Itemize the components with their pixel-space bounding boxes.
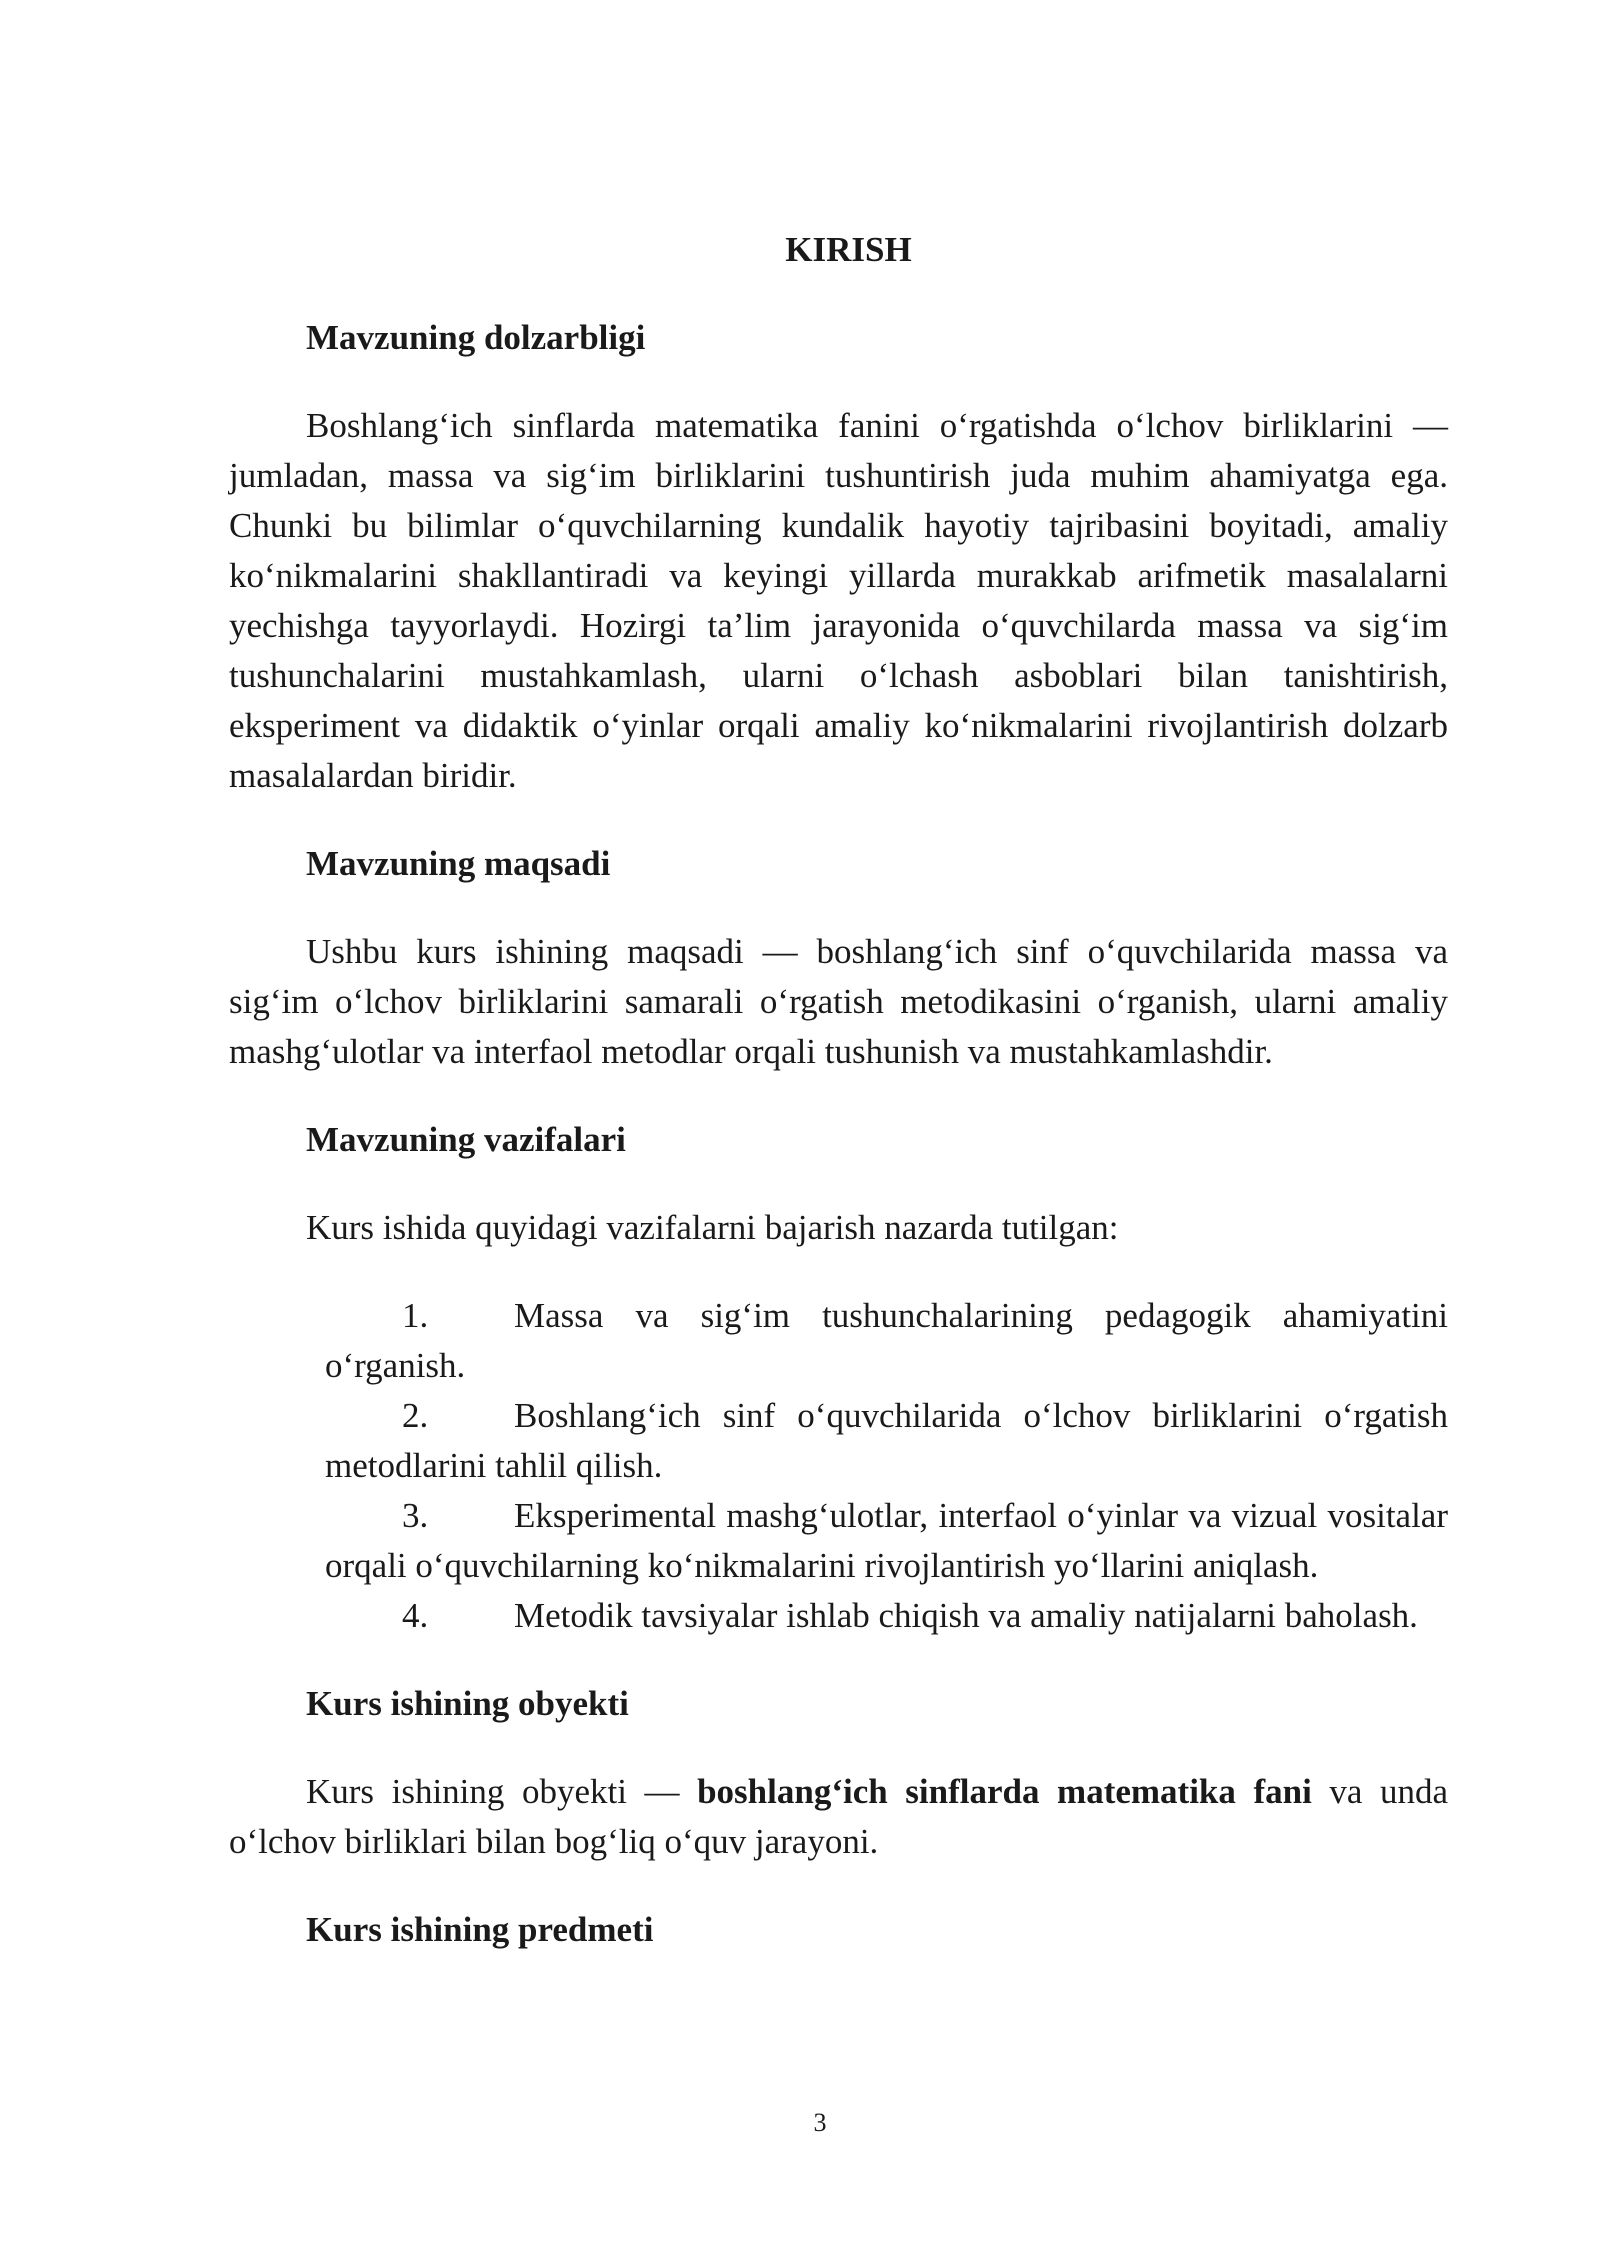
list-item — [325, 1291, 1448, 1391]
list-item-text: Boshlang‘ich sinf o‘quvchilarida o‘lchov birliklarini o‘rgatish metodlarini tahlil qilish. — [325, 1396, 1448, 1485]
list-item-number: 4. — [402, 1596, 429, 1635]
paragraph-maqsad: Ushbu kurs ishining maqsadi — boshlang‘ich sinf o‘quvchilarida massa va sig‘im o‘lchov birliklarini samarali o‘rgatish metodikasini o‘rganish, ularni amaliy mashg‘ulotlar va interfaol metodlar orqali tushunish va mustahkamlashdir. — [229, 932, 1448, 1071]
list-item-number: 2. — [402, 1396, 429, 1435]
tasks-list — [229, 1291, 1448, 1641]
heading-obyekt: Kurs ishining obyekti — [306, 1684, 629, 1723]
page-content — [229, 225, 1448, 1993]
page-title: KIRISH — [785, 230, 912, 269]
list-item-text: Metodik tavsiyalar ishlab chiqish va amaliy natijalarni baholash. — [514, 1596, 1418, 1635]
paragraph-dolzarblik: Boshlang‘ich sinflarda matematika fanini o‘rgatishda o‘lchov birliklarini — jumladan, massa va sig‘im birliklarini tushuntirish juda muhim ahamiyatga ega. Chunki bu bilimlar o‘quvchilarning kundalik hayotiy tajribasini boyitadi, amaliy ko‘nikmalarini shakllantiradi va keyingi yillarda murakkab arifmetik masalalarni yechishga tayyorlaydi. Hozirgi ta’lim jarayonida o‘quvchilarda massa va sig‘im tushunchalarini mustahkamlash, ularni o‘lchash asboblari bilan tanishtirish, eksperiment va didaktik o‘yinlar orqali amaliy ko‘nikmalarini rivojlantirish dolzarb masalalardan biridir. — [229, 406, 1448, 795]
list-item-number: 1. — [402, 1296, 429, 1335]
list-item-text: Eksperimental mashg‘ulotlar, interfaol o‘yinlar va vizual vositalar orqali o‘quvchilarning ko‘nikmalarini rivojlantirish yo‘llarini aniqlash. — [325, 1496, 1448, 1585]
list-item-text: Massa va sig‘im tushunchalarining pedagogik ahamiyatini o‘rganish. — [325, 1296, 1448, 1385]
paragraph-obyekt-prefix: Kurs ishining obyekti — — [306, 1772, 698, 1811]
heading-vazifalar: Mavzuning vazifalari — [306, 1120, 626, 1159]
heading-maqsad: Mavzuning maqsadi — [306, 844, 611, 883]
paragraph-obyekt-bold: boshlang‘ich sinflarda matematika fani — [697, 1772, 1312, 1811]
paragraph-vazifalar-intro: Kurs ishida quyidagi vazifalarni bajarish nazarda tutilgan: — [306, 1208, 1119, 1247]
list-item — [325, 1591, 1448, 1641]
list-item-number: 3. — [402, 1496, 429, 1535]
page-number: 3 — [813, 2108, 827, 2137]
list-item — [325, 1391, 1448, 1491]
heading-dolzarblik: Mavzuning dolzarbligi — [306, 318, 646, 357]
paragraph-obyekt — [229, 1767, 1448, 1867]
list-item — [325, 1491, 1448, 1591]
heading-predmet: Kurs ishining predmeti — [306, 1910, 654, 1949]
paragraph-obyekt-suffix: va unda o‘lchov birliklari bilan bog‘liq o‘quv jarayoni. — [229, 1772, 1448, 1861]
